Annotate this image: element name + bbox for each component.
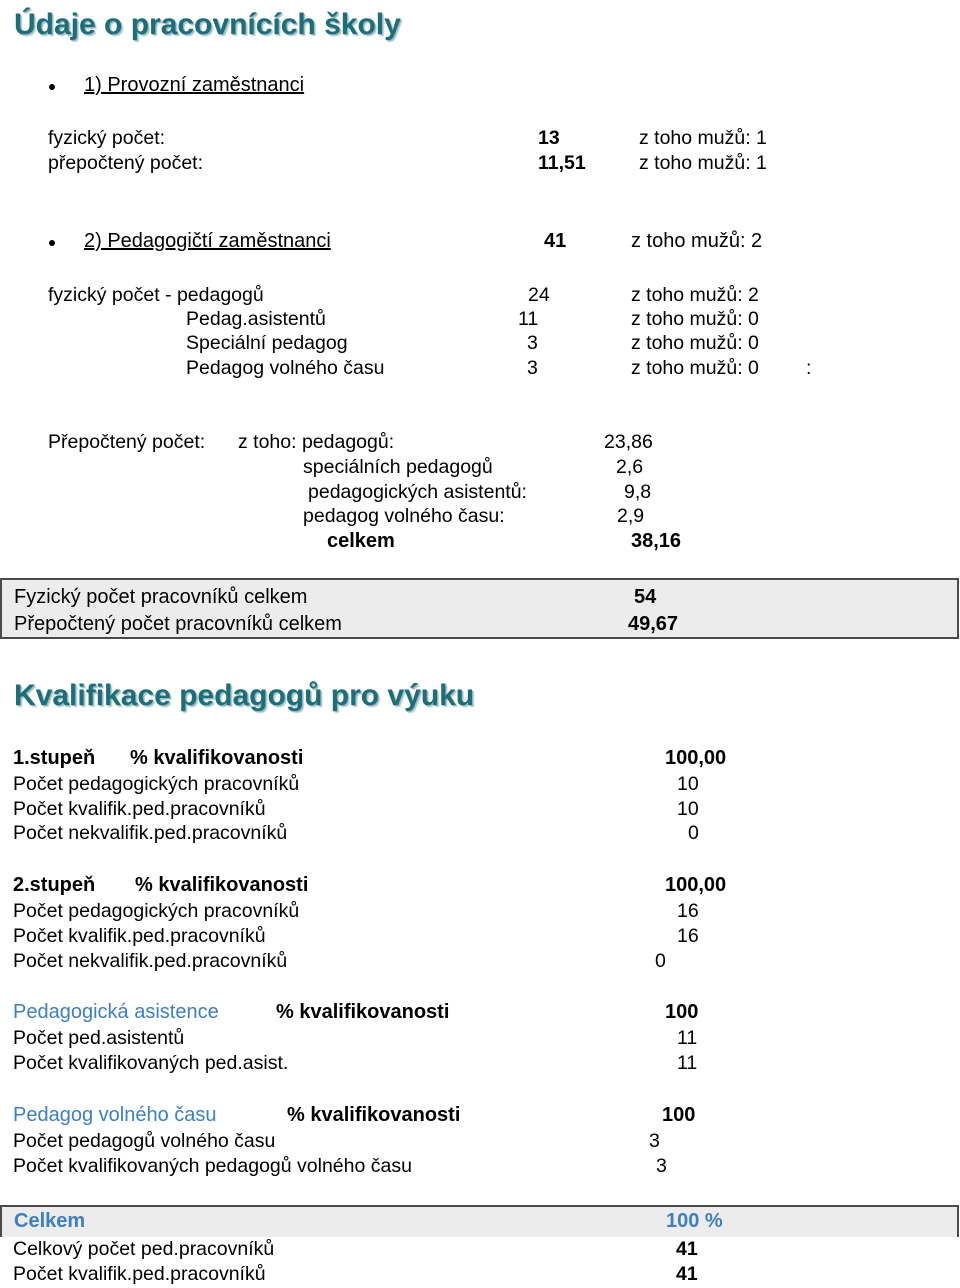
recalc-row-label: z toho: pedagogů: — [238, 431, 395, 453]
recalc-row-value: 9,8 — [624, 481, 652, 503]
grade2-row-value: 16 — [677, 925, 699, 947]
leisure-row-value: 3 — [649, 1130, 660, 1152]
section2-row-label: Speciální pedagog — [186, 332, 348, 354]
qualification-title: Kvalifikace pedagogů pro výuku — [14, 679, 475, 712]
assist-row-label: Počet ped.asistentů — [13, 1027, 185, 1049]
section2-row-men: z toho mužů: 0 — [631, 308, 759, 330]
section1-heading: 1) Provozní zaměstnanci — [84, 74, 305, 96]
section2-row-value: 24 — [528, 284, 550, 306]
totals-row-value: 41 — [676, 1238, 698, 1260]
leisure-pct-value: 100 — [662, 1104, 696, 1126]
grade2-name: 2.stupeň — [13, 874, 96, 896]
section2-row-men: z toho mužů: 2 — [631, 284, 759, 306]
grade1-row-value: 0 — [688, 822, 699, 844]
grade2-row-value: 0 — [655, 950, 666, 972]
recalc-row-label: speciálních pedagogů — [303, 456, 493, 478]
summary-recalc-label: Přepočtený počet pracovníků celkem — [14, 613, 342, 635]
section1-row-value: 11,51 — [538, 152, 586, 174]
assist-row-value: 11 — [677, 1052, 698, 1074]
leisure-row-value: 3 — [656, 1155, 667, 1177]
assist-pct-value: 100 — [665, 1001, 699, 1023]
grade1-row-label: Počet pedagogických pracovníků — [13, 773, 300, 795]
section1-row-label: přepočtený počet: — [48, 152, 204, 174]
grade1-row-value: 10 — [677, 773, 699, 795]
grade1-row-value: 10 — [677, 798, 699, 820]
grade1-pct-label: % kvalifikovanosti — [130, 747, 304, 769]
summary-physical-value: 54 — [634, 586, 657, 608]
page-title: Údaje o pracovnících školy — [14, 8, 401, 41]
assist-row-label: Počet kvalifikovaných ped.asist. — [13, 1052, 289, 1074]
grade2-pct-label: % kvalifikovanosti — [135, 874, 309, 896]
recalc-row-value: 23,86 — [604, 431, 653, 453]
recalc-row-label: pedagog volného času: — [303, 505, 505, 527]
recalc-total-value: 38,16 — [631, 530, 682, 552]
grade2-row-label: Počet nekvalifik.ped.pracovníků — [13, 950, 288, 972]
section2-heading: 2) Pedagogičtí zaměstnanci — [84, 230, 331, 252]
section2-row-suffix: : — [806, 357, 812, 379]
grade1-pct-value: 100,00 — [665, 747, 727, 769]
recalc-label: Přepočtený počet: — [48, 431, 206, 453]
totals-row-label: Počet kvalifik.ped.pracovníků — [13, 1263, 266, 1285]
section1-row-men: z toho mužů: 1 — [639, 152, 767, 174]
grade2-pct-value: 100,00 — [665, 874, 727, 896]
totals-label: Celkem — [14, 1210, 86, 1232]
section2-row-value: 3 — [527, 332, 538, 354]
bullet — [49, 84, 55, 90]
section2-row-label: fyzický počet - pedagogů — [48, 284, 264, 306]
totals-pct: 100 % — [666, 1210, 723, 1232]
leisure-pct-label: % kvalifikovanosti — [287, 1104, 461, 1126]
summary-physical-label: Fyzický počet pracovníků celkem — [14, 586, 308, 608]
grade1-row-label: Počet nekvalifik.ped.pracovníků — [13, 822, 288, 844]
grade1-row-label: Počet kvalifik.ped.pracovníků — [13, 798, 266, 820]
leisure-row-label: Počet kvalifikovaných pedagogů volného času — [13, 1155, 412, 1177]
grade2-row-value: 16 — [677, 900, 699, 922]
grade2-row-label: Počet pedagogických pracovníků — [13, 900, 300, 922]
summary-box — [0, 578, 959, 639]
section2-total: 41 — [544, 230, 567, 252]
section2-row-value: 11 — [518, 308, 539, 330]
grade2-row-label: Počet kvalifik.ped.pracovníků — [13, 925, 266, 947]
section1-row-men: z toho mužů: 1 — [639, 127, 767, 149]
assist-row-value: 11 — [677, 1027, 698, 1049]
section2-row-label: Pedag.asistentů — [186, 308, 326, 330]
grade1-name: 1.stupeň — [13, 747, 96, 769]
recalc-row-value: 2,6 — [616, 456, 644, 478]
section2-row-label: Pedagog volného času — [186, 357, 385, 379]
section1-row-label: fyzický počet: — [48, 127, 166, 149]
leisure-name: Pedagog volného času — [13, 1104, 217, 1126]
totals-row-label: Celkový počet ped.pracovníků — [13, 1238, 275, 1260]
recalc-total-label: celkem — [327, 530, 395, 552]
recalc-row-label: pedagogických asistentů: — [308, 481, 527, 503]
section1-row-value: 13 — [538, 127, 560, 149]
summary-recalc-value: 49,67 — [628, 613, 679, 635]
assist-name: Pedagogická asistence — [13, 1001, 219, 1023]
assist-pct-label: % kvalifikovanosti — [276, 1001, 450, 1023]
section2-row-men: z toho mužů: 0 — [631, 332, 759, 354]
section2-row-men: z toho mužů: 0 — [631, 357, 759, 379]
leisure-row-label: Počet pedagogů volného času — [13, 1130, 276, 1152]
totals-row-value: 41 — [676, 1263, 698, 1285]
section2-row-value: 3 — [527, 357, 538, 379]
totals-box — [0, 1205, 959, 1237]
bullet — [49, 240, 55, 246]
section2-total-men: z toho mužů: 2 — [631, 230, 763, 252]
recalc-row-value: 2,9 — [617, 505, 645, 527]
